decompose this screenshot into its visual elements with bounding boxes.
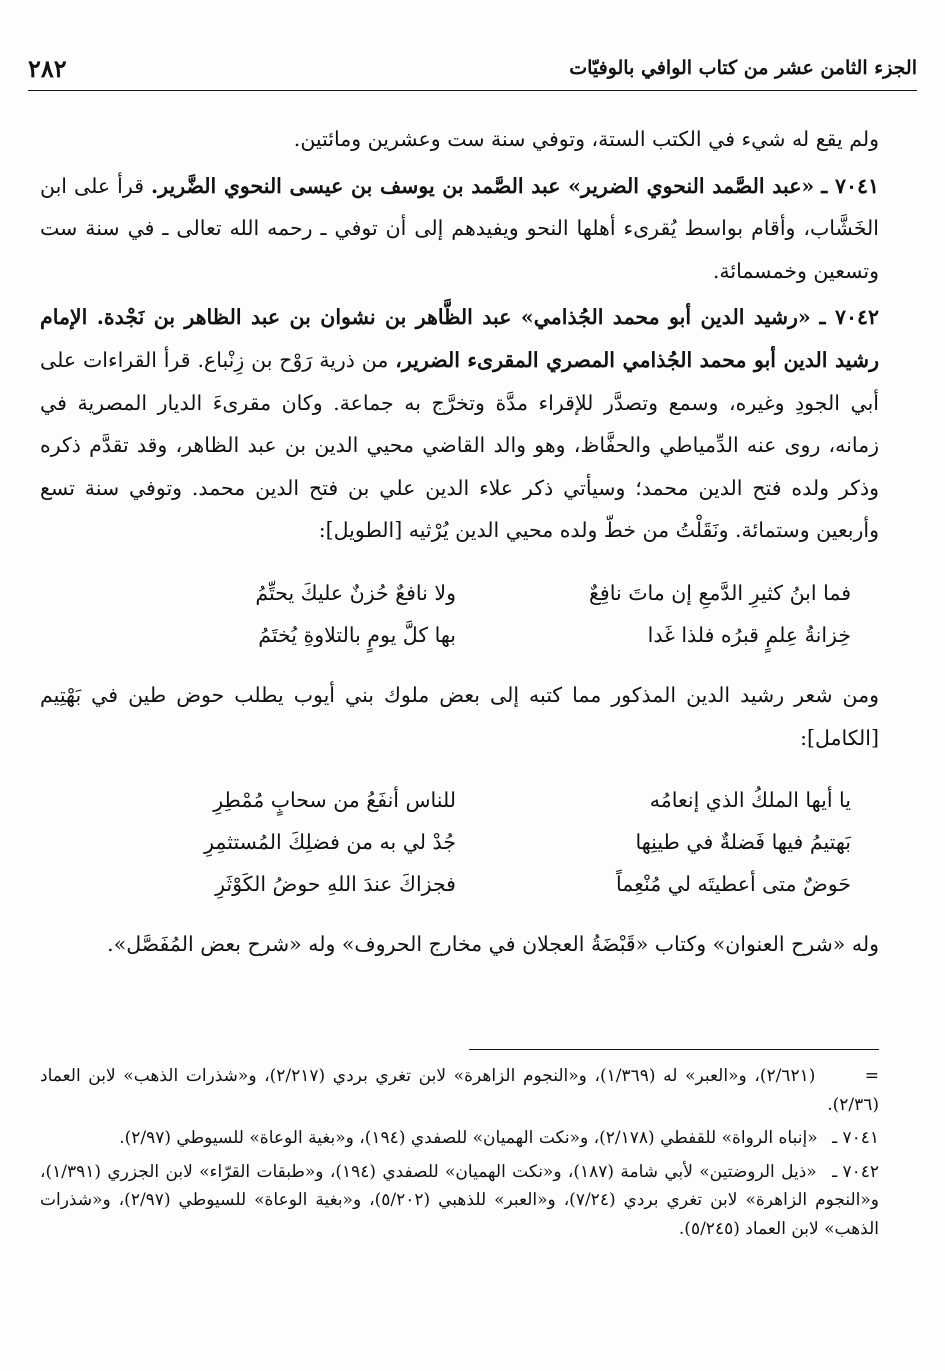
entry-text: قرأ على ابن الخَشَّاب، وأقام بواسط يُقرىء أهلها النحو ويفيدهم إلى أن توفي ـ رحمه الله تعالى ـ في سنة ست وتسعين وخمسمائة.: [40, 173, 879, 283]
verse-second-hemistich: بها كلَّ يومٍ بالتلاوةِ يُختَمُ: [258, 622, 456, 647]
footnote-text: (٢/٦٢١)، و«العبر» له (١/٣٦٩)، و«النجوم الزاهرة» لابن تغري بردي (٢/٢١٧)، و«شذرات الذهب» لابن العماد (٢/٣٦).: [40, 1066, 879, 1115]
poetry-intro: ومن شعر رشيد الدين المذكور مما كتبه إلى بعض ملوك بني أيوب يطلب حوض طين في بَهْتِيم [الكامل]:: [40, 682, 879, 750]
verse-second-hemistich: ولا نافعٌ حُزنٌ عليكَ يحتِّمُ: [255, 580, 456, 605]
verse-block-elegy: [40, 572, 879, 656]
footnote-marker: =: [864, 1066, 879, 1086]
entry-title: «عبد الصَّمد النحوي الضرير» عبد الصَّمد بن يوسف بن عيسى النحوي الضَّرير.: [151, 173, 815, 198]
footnote: [40, 1158, 879, 1244]
page-header: [28, 46, 917, 91]
running-title: الجزء الثامن عشر من كتاب الوافي بالوفيّات: [569, 57, 917, 79]
footnotes: [40, 1062, 879, 1249]
footnote-marker: ٧٠٤٢ ـ: [832, 1161, 880, 1182]
closing-paragraph: وله «شرح العنوان» وكتاب «قَبْضَةُ العجلان في مخارج الحروف» وله «شرح بعض المُفَصَّل».: [107, 932, 879, 957]
continuation-paragraph: ولم يقع له شيء في الكتب الستة، وتوفي سنة ست وعشرين ومائتين.: [293, 127, 879, 151]
main-text: [40, 118, 879, 966]
verse-line: [40, 614, 879, 656]
verse-line: [40, 863, 879, 905]
verse-line: [40, 572, 879, 614]
verse-block-request: [40, 779, 879, 905]
verse-line: [40, 821, 879, 863]
verse-first-hemistich: حَوضٌ متى أعطيتَه لي مُنْعِماً: [616, 872, 851, 897]
verse-second-hemistich: فجزاكَ عندَ اللهِ حوضُ الكَوْثَرِ: [215, 872, 456, 897]
footnote-divider: [469, 1049, 879, 1050]
verse-first-hemistich: فما ابنُ كثيرِ الدَّمعِ إن ماتَ نافِعٌ: [589, 580, 851, 605]
footnote-text: «إنباه الرواة» للقفطي (٢/١٧٨)، و«نكت الهميان» للصفدي (١٩٤)، و«بغية الوعاة» للسيوطي (٢/٩٧).: [119, 1128, 818, 1149]
verse-first-hemistich: بَهتيمُ فيها فَضلةٌ في طينِها: [635, 830, 851, 855]
entry-7042: [40, 296, 879, 552]
verse-line: [40, 779, 879, 821]
verse-second-hemistich: جُدْ لي به من فضلِكَ المُستثمِرِ: [204, 830, 456, 855]
footnote-marker: ٧٠٤١ ـ: [832, 1128, 879, 1149]
verse-first-hemistich: يا أيها الملكُ الذي إنعامُه: [649, 788, 851, 813]
entry-number: ٧٠٤١ ـ: [821, 173, 879, 198]
entry-text: من ذرية رَوْح بن زِنْباع. قرأ القراءات على أبي الجودِ وغيره، وسمع وتصدَّر للإقراء مدَّة وتخرَّج به جماعة. وكان مقرىءَ الديار المصرية في زمانه، روى عنه الدِّمياطي والحفَّاظ، وهو والد القاضي محيي الدين بن عبد الظاهر، وقد تقدَّم ذكره وذكر ولده فتح الدين محمد؛ وسيأتي ذكر علاء الدين علي بن فتح الدين محمد. وتوفي سنة تسع وأربعين وستمائة. ونَقَلْتُ من خطّ ولده محيي الدين يُرْثيه [الطويل]:: [40, 347, 879, 543]
page-number: ٢٨٢: [28, 53, 67, 83]
entry-number: ٧٠٤٢ ـ: [819, 305, 879, 330]
entry-7041: [40, 165, 879, 293]
footnote-text: «ذيل الروضتين» لأبي شامة (١٨٧)، و«نكت الهميان» للصفدي (١٩٤)، و«طبقات القرّاء» لابن الجزري (١/٣٩١)، و«النجوم الزاهرة» لابن تغري بردي (٧/٢٤)، و«العبر» للذهبي (٥/٢٠٢)، و«بغية الوعاة» للسيوطي (٢/٩٧)، و«شذرات الذهب» لابن العماد (٥/٢٤٥).: [40, 1161, 879, 1239]
footnote: [40, 1062, 879, 1119]
verse-second-hemistich: للناس أنفَعُ من سحابٍ مُمْطِرِ: [213, 788, 456, 813]
footnote: [40, 1124, 879, 1153]
entry-title: «رشيد الدين أبو محمد الجُذامي» عبد الظَّاهر بن نشوان بن عبد الظاهر بن نَجْدة. الإمام رشيد الدين أبو محمد الجُذامي المصري المقرىء الضرير،: [40, 305, 879, 372]
verse-first-hemistich: خِزانةُ عِلمٍ قبرُه فلذا غَدا: [647, 622, 851, 647]
